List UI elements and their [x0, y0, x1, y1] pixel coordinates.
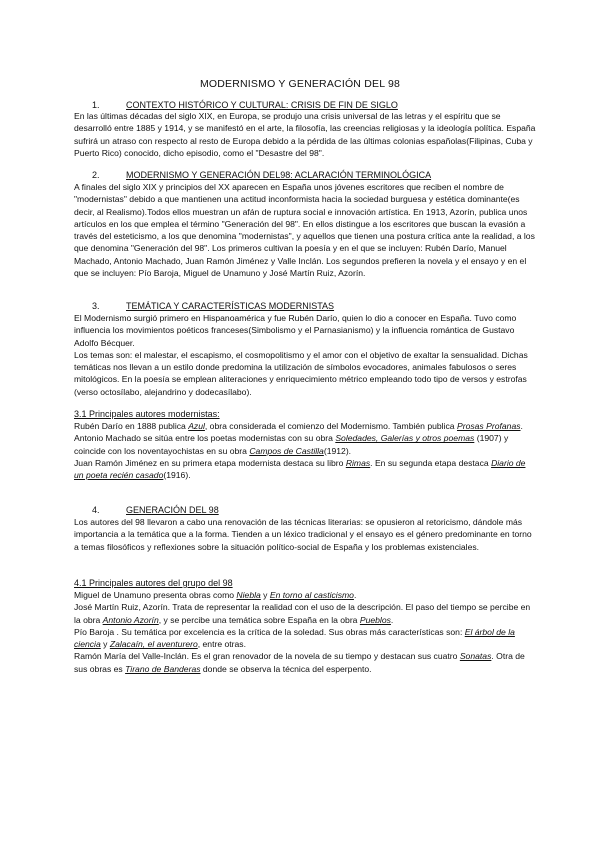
work-title: Niebla — [236, 590, 261, 600]
work-title: Antonio Azorín — [102, 614, 159, 625]
document-title: MODERNISMO Y GENERACIÓN DEL 98 — [199, 78, 401, 90]
author-line: Ramón María del Valle-Inclán. Es el gran renovador de la novela de su tiempo y destacan sus cuatro Sonatas. Otra de sus obras es Tirano de Banderas donde se observa la técnica del esperpento. — [74, 651, 525, 674]
section-title: MODERNISMO Y GENERACIÓN DEL98: ACLARACIÓN TERMINOLÓGICA — [126, 170, 432, 180]
author-line: Antonio Machado se sitúa entre los poetas modernistas con su obra Soledades, Galerías y otros poemas (1907) y coincide con los noventayochistas en su obra Campos de Castilla(1912). — [74, 433, 509, 456]
author-line: José Martín Ruiz, Azorín. Trata de representar la realidad con el uso de la descripción. El paso del tiempo se percibe en la obra Antonio Azorín, y se percibe una temática sobre España en la obra Pueblos. — [74, 602, 531, 625]
work-title: Prosas Profanas — [456, 421, 521, 431]
section-body-4: Los autores del 98 llevaron a cabo una renovación de las técnicas literarias: se opusieron al retoricismo, dándole más importancia a la temática que a la forma. Tienden a un léxico tradicional y el ensayo es el género predominante en torno a temas filosóficos y reflexiones sobre la situación político-social de España y los problemas existenciales. — [74, 517, 532, 552]
subsection-body-3-1 — [74, 420, 536, 481]
author-line: Juan Ramón Jiménez en su primera etapa modernista destaca su libro Rimas. En su segunda etapa destaca Diario de un poeta recién casado(1916). — [74, 457, 526, 481]
author-line: Miguel de Unamuno presenta obras como Niebla y En torno al casticismo. — [74, 590, 357, 600]
paragraph: El Modernismo surgió primero en Hispanoamérica y fue Rubén Darío, quien lo dio a conocer en España. Tuvo como influencia los movimientos poéticos franceses(Simbolismo y el Parnasianismo) y la influencia romántica de Gustavo Adolfo Bécquer. — [74, 313, 517, 348]
work-title: Azul — [188, 421, 205, 431]
section-heading-1 — [74, 100, 398, 110]
section-number: 2. — [92, 170, 100, 180]
work-title: Pueblos — [359, 614, 391, 625]
subsection-heading-4-1: 4.1 Principales autores del grupo del 98 — [74, 578, 233, 588]
work-title: El árbol de la ciencia — [74, 626, 515, 650]
section-title: GENERACIÓN DEL 98 — [126, 505, 219, 515]
work-title: Campos de Castilla — [249, 445, 324, 456]
section-title: CONTEXTO HISTÓRICO Y CULTURAL: CRISIS DE FIN DE SIGLO — [126, 100, 398, 110]
work-title: Rimas — [345, 457, 371, 468]
work-title: Soledades, Galerías y otros poemas — [335, 433, 475, 444]
section-title: TEMÁTICA Y CARACTERÍSTICAS MODERNISTAS — [126, 301, 335, 311]
work-title: Zalacaín, el aventurero — [109, 639, 198, 650]
section-heading-4 — [74, 505, 219, 515]
paragraph: Los temas son: el malestar, el escapismo, el cosmopolitismo y el amor con el objetivo de exaltar la sensualidad. Dichas temáticas nos llevan a un estilo donde predomina la utilización de símbolos evocadores, animales fabulosos o seres mitológicos. En la poesía se emplean aliteraciones y enriquecimiento métrico empleando todo tipo de versos y estrofas (verso octosílabo, alejandrino y dodecasílabo). — [74, 349, 528, 397]
section-heading-3 — [74, 301, 334, 311]
section-heading-2 — [74, 170, 431, 180]
work-title: Tirano de Banderas — [125, 663, 201, 674]
section-number: 3. — [92, 301, 100, 311]
section-body-2: A finales del siglo XIX y principios del XX aparecen en España unos jóvenes escritores que reciben el nombre de "modernistas" debido a que mantienen una actitud inconformista hacia la sociedad burguesa y estética dominante(es decir, al Realismo).Todos ellos muestran un afán de ruptura social e innovación artística. En 1913, Azorín, publica unos artículos en los que emplea el término "Generación del 98". En ellos distingue a los escritores que buscan la evasión a través del esteticismo, a los que denomina "modernistas", y aquellos que tienen una postura crítica ante la realidad, a los que denomina "Generación del 98". Los primeros cultivan la poesía y en el que se incluyen: Rubén Darío, Manuel Machado, Antonio Machado, Juan Ramón Jiménez y Valle Inclán. Los segundos prefieren la novela y el ensayo y en el que se incluyen: Pío Baroja, Miguel de Unamuno y José Martín Ruiz, Azorín. — [74, 182, 535, 279]
author-line: Rubén Darío en 1888 publica Azul, obra considerada el comienzo del Modernismo. También publica Prosas Profanas. — [74, 421, 523, 431]
author-line: Pío Baroja . Su temática por excelencia es la crítica de la soledad. Sus obras más características son: El árbol de la ciencia y Zalacaín, el aventurero, entre otras. — [74, 626, 515, 650]
subsection-heading-3-1: 3.1 Principales autores modernistas: — [74, 409, 220, 419]
section-number: 1. — [92, 100, 100, 110]
subsection-body-4-1 — [74, 589, 536, 675]
section-body-3 — [74, 312, 536, 398]
work-title: Diario de un poeta recién casado — [74, 457, 526, 481]
work-title: En torno al casticismo — [269, 590, 354, 600]
section-number: 4. — [92, 505, 100, 515]
section-body-1: En las últimas décadas del siglo XIX, en Europa, se produjo una crisis universal de las letras y el espíritu que se desarrolló entre 1885 y 1914, y se manifestó en el arte, la filosofía, las creencias religiosas y la ideología política. España sufrirá un atraso con respecto al resto de Europa debido a la pérdida de las últimas colonias españolas(Filipinas, Cuba y Puerto Rico) conocido, dicho episodio, como el "Desastre del 98". — [74, 111, 536, 158]
work-title: Sonatas — [459, 651, 492, 662]
